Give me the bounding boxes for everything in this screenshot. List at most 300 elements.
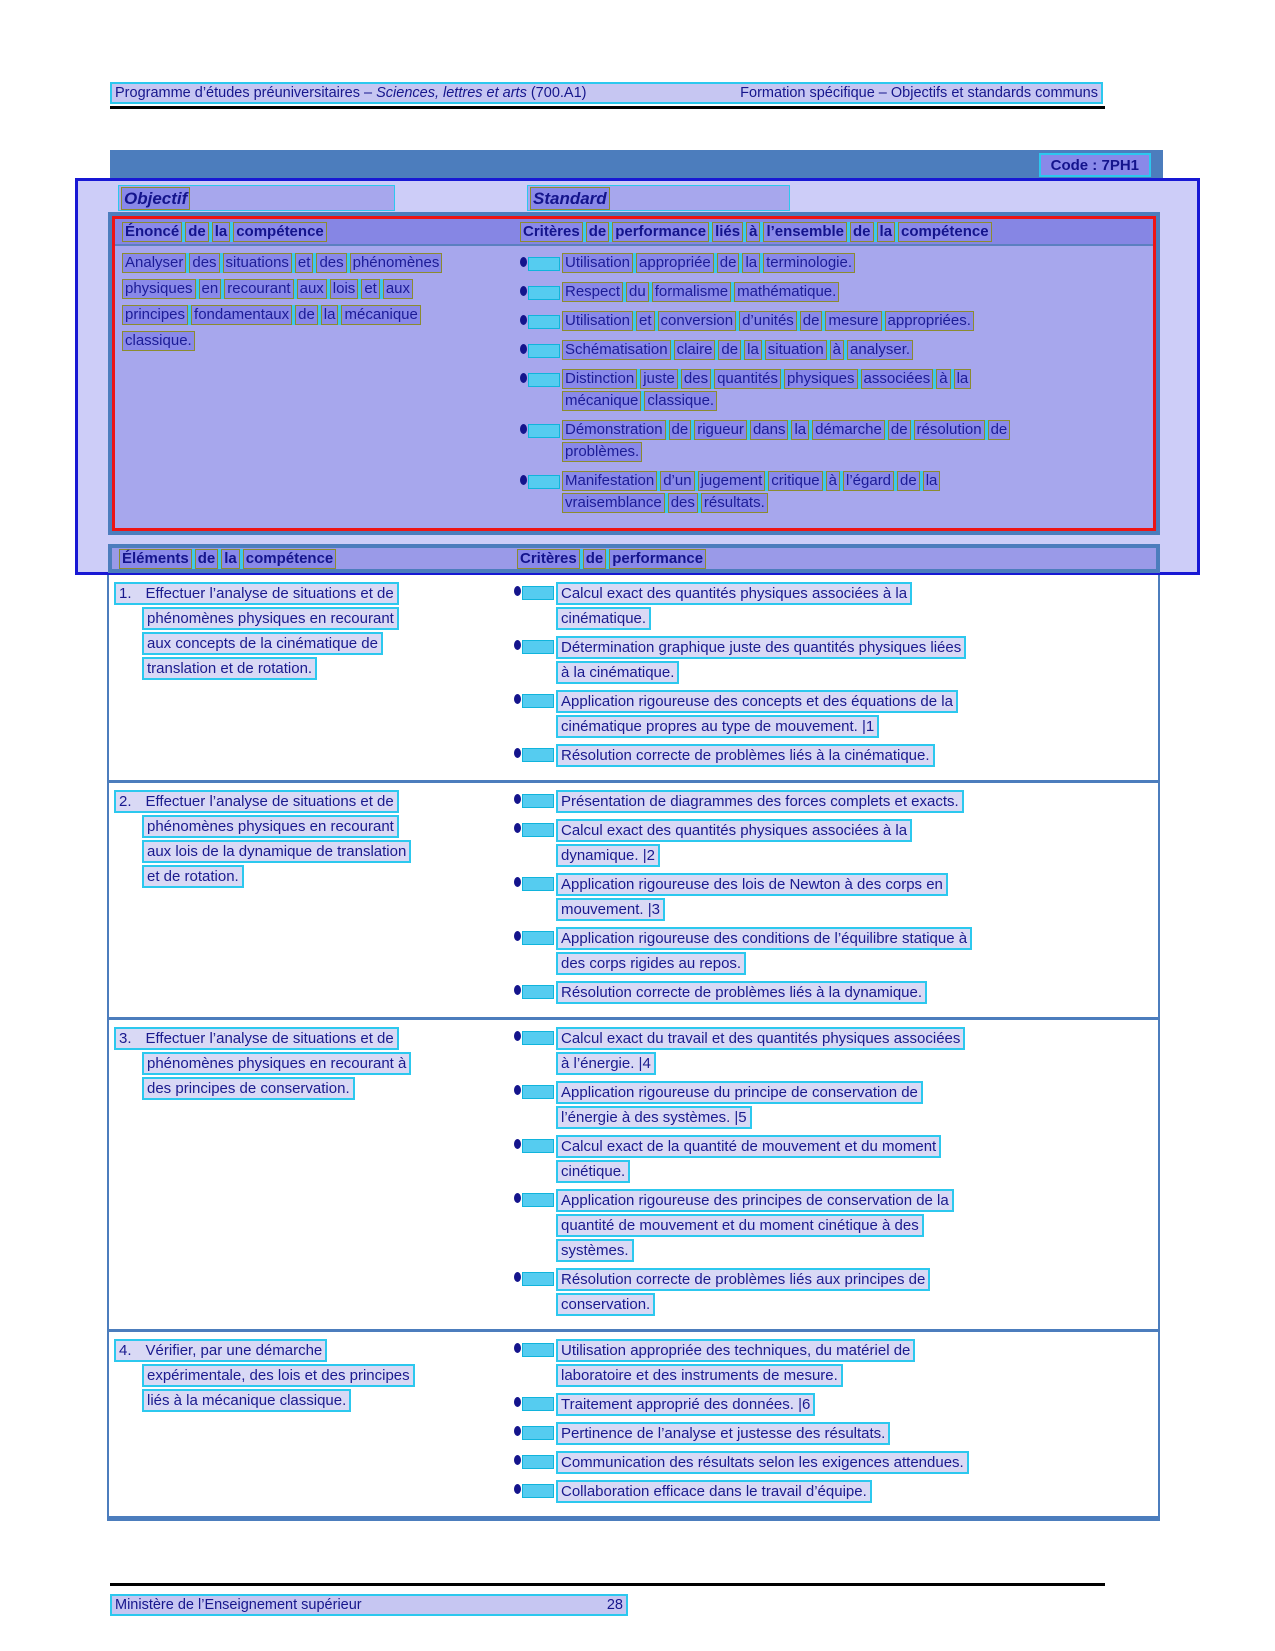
criterion-item — [514, 927, 1158, 977]
criterion-line: Calcul exact de la quantité de mouvement et du moment — [556, 1135, 941, 1158]
word-box: et — [636, 311, 655, 331]
bullet-dot-icon — [514, 1426, 521, 1436]
criteria-cell — [514, 582, 1158, 773]
criterion-line: Application rigoureuse des lois de Newton à des corps en — [556, 873, 948, 896]
word-box: démarche — [812, 420, 885, 440]
footer-ministry-text: Ministère de l’Enseignement supérieur — [115, 1597, 362, 1613]
element-line: des principes de conservation. — [142, 1077, 355, 1100]
bullet-highlight-band — [528, 286, 560, 300]
word-box: la — [742, 253, 760, 273]
word-box: classique. — [644, 391, 717, 411]
word-box: critique — [768, 471, 822, 491]
word-box: appropriées. — [885, 311, 974, 331]
header-rule — [110, 106, 1105, 109]
bullet-highlight-band — [522, 748, 554, 762]
bullet-highlight-band — [522, 985, 554, 999]
criterion-item — [514, 1081, 1158, 1131]
criterion-line — [562, 282, 839, 302]
criterion-item — [520, 340, 1153, 362]
word-box: Distinction — [562, 369, 637, 389]
word-box: phénomènes — [350, 253, 443, 273]
word-box: de — [717, 253, 740, 273]
word-box: de — [185, 222, 209, 242]
criterion-lines — [562, 282, 839, 304]
word-box: et — [361, 279, 380, 299]
table-row — [109, 1020, 1158, 1332]
bullet-marker — [514, 819, 556, 869]
criterion-item — [520, 282, 1153, 304]
bullet-marker — [514, 744, 556, 769]
bullet-marker — [514, 690, 556, 740]
bullet-dot-icon — [514, 794, 521, 804]
criterion-lines — [556, 582, 912, 632]
criterion-line — [562, 442, 642, 462]
criterion-line — [562, 340, 913, 360]
bullet-dot-icon — [514, 586, 521, 596]
bullet-highlight-band — [522, 1343, 554, 1357]
word-box: compétence — [898, 222, 992, 242]
element-line-wrap — [114, 815, 514, 840]
criterion-lines — [562, 253, 855, 275]
criterion-lines — [562, 311, 974, 333]
bullet-highlight-band — [522, 1193, 554, 1207]
element-line-wrap — [114, 1339, 514, 1364]
bullet-marker — [520, 471, 562, 515]
criterion-line: Communication des résultats selon les exigences attendues. — [556, 1451, 969, 1474]
word-box: en — [199, 279, 222, 299]
bullet-marker — [514, 636, 556, 686]
element-line-wrap — [114, 607, 514, 632]
word-box: la — [221, 549, 240, 569]
element-number: 1. — [119, 585, 132, 602]
criteria-cell — [514, 1339, 1158, 1509]
element-cell — [109, 790, 514, 1010]
word-box: résolution — [914, 420, 985, 440]
element-number: 4. — [119, 1342, 132, 1359]
bullet-dot-icon — [520, 475, 527, 485]
element-line: phénomènes physiques en recourant à — [142, 1052, 411, 1075]
elements-col2-header — [517, 549, 706, 569]
bullet-highlight-band — [522, 877, 554, 891]
course-code-badge: Code : 7PH1 — [1039, 153, 1151, 177]
criterion-lines — [556, 1135, 941, 1185]
word-box: résultats. — [701, 493, 768, 513]
criterion-line: Résolution correcte de problèmes liés à la dynamique. — [556, 981, 927, 1004]
criterion-line: Présentation de diagrammes des forces complets et exacts. — [556, 790, 964, 813]
criterion-item — [514, 636, 1158, 686]
word-box: compétence — [233, 222, 327, 242]
element-line: 4. Vérifier, par une démarche — [114, 1339, 327, 1362]
criterion-line: Application rigoureuse du principe de conservation de — [556, 1081, 923, 1104]
word-box: principes — [122, 305, 188, 325]
element-line: phénomènes physiques en recourant — [142, 607, 399, 630]
word-box: de — [800, 311, 823, 331]
elements-header-row — [108, 544, 1160, 573]
element-line: expérimentale, des lois et des principes — [142, 1364, 415, 1387]
word-box: de — [897, 471, 920, 491]
word-box: aux — [383, 279, 413, 299]
bullet-marker — [514, 1189, 556, 1264]
word-box: des — [668, 493, 698, 513]
word-box: de — [718, 340, 741, 360]
word-box: Manifestation — [562, 471, 657, 491]
word-box: mesure — [825, 311, 881, 331]
word-box: conversion — [658, 311, 737, 331]
criterion-line — [562, 253, 855, 273]
bullet-marker — [520, 253, 562, 275]
bullet-dot-icon — [514, 694, 521, 704]
criterion-item — [520, 369, 1153, 413]
word-box: physiques — [784, 369, 858, 389]
bullet-dot-icon — [514, 823, 521, 833]
enonce-col2-header — [520, 222, 992, 242]
criterion-item — [514, 1422, 1158, 1447]
enonce-header-row — [115, 219, 1153, 246]
criterion-item — [514, 1027, 1158, 1077]
word-box: la — [877, 222, 896, 242]
bullet-marker — [514, 790, 556, 815]
word-box: recourant — [224, 279, 293, 299]
criterion-line: systèmes. — [556, 1239, 634, 1262]
word-box: Standard — [530, 187, 610, 210]
header-left-text: Programme d’études préuniversitaires – Sciences, lettres et arts (700.A1) — [115, 85, 587, 101]
word-box: quantités — [714, 369, 781, 389]
criterion-lines — [556, 981, 927, 1006]
word-box: juste — [640, 369, 678, 389]
word-box: mécanique — [562, 391, 641, 411]
element-line: translation et de rotation. — [142, 657, 317, 680]
word-box: claire — [674, 340, 716, 360]
word-box: l’ensemble — [763, 222, 847, 242]
element-cell — [109, 1027, 514, 1322]
criterion-lines — [556, 1268, 930, 1318]
header-program-title: Sciences, lettres et arts — [376, 85, 527, 101]
bullet-dot-icon — [514, 1484, 521, 1494]
word-box: associées — [861, 369, 934, 389]
red-highlight-frame — [112, 216, 1156, 531]
criterion-line: Application rigoureuse des principes de conservation de la — [556, 1189, 954, 1212]
bullet-marker — [514, 981, 556, 1006]
criterion-line: cinétique. — [556, 1160, 630, 1183]
criterion-lines — [556, 819, 912, 869]
word-box: aux — [297, 279, 327, 299]
bullet-dot-icon — [514, 877, 521, 887]
criterion-lines — [562, 340, 913, 362]
criterion-line: des corps rigides au repos. — [556, 952, 746, 975]
criterion-line: Application rigoureuse des concepts et des équations de la — [556, 690, 958, 713]
element-line-wrap — [114, 865, 514, 890]
word-box: Démonstration — [562, 420, 666, 440]
criterion-line: Traitement approprié des données. |6 — [556, 1393, 815, 1416]
element-line-wrap — [114, 657, 514, 682]
bullet-dot-icon — [514, 985, 521, 995]
enonce-body — [115, 246, 1153, 528]
criterion-line: à l’énergie. |4 — [556, 1052, 656, 1075]
criterion-lines — [556, 1081, 923, 1131]
word-box: performance — [609, 549, 706, 569]
word-box: rigueur — [694, 420, 747, 440]
statement-line — [122, 279, 413, 299]
bullet-marker — [514, 1393, 556, 1418]
statement-line — [122, 331, 195, 351]
word-box: de — [850, 222, 874, 242]
criterion-line — [562, 391, 717, 411]
word-box: à — [826, 471, 840, 491]
bullet-highlight-band — [528, 475, 560, 489]
global-performance-criteria — [520, 253, 1153, 522]
criterion-item — [514, 582, 1158, 632]
criterion-line: Utilisation appropriée des techniques, du matériel de — [556, 1339, 915, 1362]
criterion-line: Détermination graphique juste des quantités physiques liées — [556, 636, 966, 659]
standard-heading — [530, 187, 610, 210]
objectif-heading — [121, 187, 190, 210]
word-box: Respect — [562, 282, 623, 302]
bullet-highlight-band — [528, 257, 560, 271]
bullet-highlight-band — [522, 586, 554, 600]
element-line-wrap — [114, 582, 514, 607]
word-box: Éléments — [119, 549, 192, 569]
bullet-highlight-band — [522, 1085, 554, 1099]
criterion-item — [514, 1451, 1158, 1476]
bullet-marker — [514, 1422, 556, 1447]
bullet-marker — [514, 1480, 556, 1505]
criterion-line — [562, 420, 1010, 440]
element-line-wrap — [114, 1364, 514, 1389]
elements-table — [107, 575, 1160, 1521]
criterion-lines — [556, 1339, 915, 1389]
criterion-line: l’énergie à des systèmes. |5 — [556, 1106, 752, 1129]
criterion-lines — [562, 369, 971, 413]
word-box: de — [669, 420, 692, 440]
criterion-item — [514, 790, 1158, 815]
element-line: aux concepts de la cinématique de — [142, 632, 383, 655]
criterion-item — [514, 1135, 1158, 1185]
word-box: physiques — [122, 279, 196, 299]
criterion-item — [514, 1189, 1158, 1264]
word-box: compétence — [243, 549, 337, 569]
word-box: Schématisation — [562, 340, 671, 360]
word-box: situation — [765, 340, 827, 360]
criterion-line — [562, 369, 971, 389]
bullet-marker — [514, 1268, 556, 1318]
element-line-wrap — [114, 1389, 514, 1414]
element-line: 2. Effectuer l’analyse de situations et de — [114, 790, 399, 813]
criterion-line: mouvement. |3 — [556, 898, 665, 921]
word-box: la — [744, 340, 762, 360]
bullet-dot-icon — [520, 257, 527, 267]
word-box: Critères — [517, 549, 580, 569]
word-box: dans — [750, 420, 789, 440]
word-box: mathématique. — [734, 282, 839, 302]
bullet-highlight-band — [522, 1455, 554, 1469]
bullet-marker — [520, 420, 562, 464]
criterion-lines — [556, 690, 958, 740]
criterion-lines — [556, 636, 966, 686]
criterion-item — [514, 819, 1158, 869]
criterion-lines — [556, 1451, 969, 1476]
statement-line — [122, 305, 421, 325]
enonce-col1-header — [122, 222, 327, 242]
criterion-line — [562, 493, 768, 513]
element-line: 3. Effectuer l’analyse de situations et de — [114, 1027, 399, 1050]
bullet-highlight-band — [522, 1272, 554, 1286]
bullet-highlight-band — [522, 1426, 554, 1440]
objectif-heading-band — [118, 185, 395, 211]
word-box: à — [830, 340, 844, 360]
bullet-marker — [520, 311, 562, 333]
bullet-marker — [514, 582, 556, 632]
word-box: Critères — [520, 222, 583, 242]
criterion-line: Calcul exact du travail et des quantités physiques associées — [556, 1027, 965, 1050]
criterion-lines — [562, 420, 1010, 464]
element-line: liés à la mécanique classique. — [142, 1389, 351, 1412]
bullet-marker — [514, 1339, 556, 1389]
word-box: analyser. — [847, 340, 913, 360]
statement-line — [122, 253, 442, 273]
word-box: classique. — [122, 331, 195, 351]
word-box: Analyser — [122, 253, 186, 273]
criterion-line — [562, 311, 974, 331]
criterion-item — [514, 1393, 1158, 1418]
element-number: 3. — [119, 1030, 132, 1047]
bullet-dot-icon — [514, 1272, 521, 1282]
word-box: Utilisation — [562, 311, 633, 331]
criterion-lines — [556, 1422, 890, 1447]
criterion-line: conservation. — [556, 1293, 655, 1316]
element-line-wrap — [114, 1052, 514, 1077]
word-box: Énoncé — [122, 222, 182, 242]
word-box: la — [954, 369, 972, 389]
bullet-dot-icon — [514, 1139, 521, 1149]
element-cell — [109, 582, 514, 773]
criterion-line: Calcul exact des quantités physiques associées à la — [556, 582, 912, 605]
word-box: d’un — [660, 471, 694, 491]
table-row — [109, 783, 1158, 1020]
word-box: jugement — [698, 471, 766, 491]
enonce-table — [108, 212, 1160, 535]
bullet-marker — [514, 1135, 556, 1185]
word-box: Objectif — [121, 187, 190, 210]
bullet-dot-icon — [514, 1343, 521, 1353]
bullet-dot-icon — [520, 344, 527, 354]
bullet-marker — [514, 927, 556, 977]
criterion-lines — [556, 1027, 965, 1077]
bullet-highlight-band — [522, 1484, 554, 1498]
bullet-highlight-band — [522, 640, 554, 654]
table-row — [109, 1332, 1158, 1516]
element-line: et de rotation. — [142, 865, 244, 888]
criterion-line: Résolution correcte de problèmes liés aux principes de — [556, 1268, 930, 1291]
word-box: l’égard — [843, 471, 894, 491]
title-banner — [110, 150, 1163, 178]
footer-rule — [110, 1583, 1105, 1586]
criterion-line: cinématique. — [556, 607, 651, 630]
criterion-item — [514, 981, 1158, 1006]
criterion-item — [514, 1268, 1158, 1318]
word-box: des — [189, 253, 219, 273]
criterion-line: Application rigoureuse des conditions de l’équilibre statique à — [556, 927, 972, 950]
bullet-dot-icon — [514, 1031, 521, 1041]
word-box: la — [791, 420, 809, 440]
word-box: et — [295, 253, 314, 273]
elements-col1-header — [119, 549, 336, 569]
bullet-highlight-band — [522, 794, 554, 808]
word-box: performance — [612, 222, 709, 242]
bullet-dot-icon — [514, 931, 521, 941]
bullet-dot-icon — [520, 424, 527, 434]
bullet-highlight-band — [528, 424, 560, 438]
word-box: mécanique — [341, 305, 420, 325]
word-box: à — [746, 222, 760, 242]
bullet-dot-icon — [520, 286, 527, 296]
word-box: de — [583, 549, 607, 569]
criterion-line — [562, 471, 940, 491]
criterion-line: Calcul exact des quantités physiques associées à la — [556, 819, 912, 842]
bullet-dot-icon — [514, 640, 521, 650]
bullet-marker — [520, 369, 562, 413]
word-box: des — [681, 369, 711, 389]
word-box: liés — [712, 222, 743, 242]
criterion-item — [520, 471, 1153, 515]
header-right-text: Formation spécifique – Objectifs et standards communs — [740, 85, 1098, 101]
bullet-highlight-band — [522, 823, 554, 837]
bullet-dot-icon — [520, 373, 527, 383]
bullet-dot-icon — [514, 1085, 521, 1095]
bullet-highlight-band — [528, 315, 560, 329]
criterion-line: laboratoire et des instruments de mesure. — [556, 1364, 843, 1387]
criterion-line: à la cinématique. — [556, 661, 679, 684]
element-line-wrap — [114, 1077, 514, 1102]
bullet-dot-icon — [514, 1397, 521, 1407]
criterion-item — [514, 1339, 1158, 1389]
criterion-lines — [556, 1480, 872, 1505]
bullet-marker — [520, 282, 562, 304]
word-box: appropriée — [636, 253, 714, 273]
criterion-item — [514, 873, 1158, 923]
word-box: de — [295, 305, 318, 325]
word-box: Utilisation — [562, 253, 633, 273]
word-box: la — [923, 471, 941, 491]
element-cell — [109, 1339, 514, 1509]
bullet-highlight-band — [522, 1397, 554, 1411]
criterion-item — [514, 1480, 1158, 1505]
element-line-wrap — [114, 632, 514, 657]
criterion-lines — [556, 790, 964, 815]
bullet-highlight-band — [528, 344, 560, 358]
bullet-marker — [514, 1081, 556, 1131]
bullet-highlight-band — [522, 931, 554, 945]
criterion-item — [520, 311, 1153, 333]
criterion-lines — [556, 1189, 954, 1264]
bullet-highlight-band — [522, 694, 554, 708]
word-box: formalisme — [652, 282, 731, 302]
word-box: des — [316, 253, 346, 273]
element-line: 1. Effectuer l’analyse de situations et de — [114, 582, 399, 605]
word-box: du — [626, 282, 649, 302]
criteria-cell — [514, 790, 1158, 1010]
word-box: terminologie. — [763, 253, 855, 273]
standard-heading-band — [527, 185, 790, 211]
criterion-line: Collaboration efficace dans le travail d’équipe. — [556, 1480, 872, 1503]
bullet-marker — [514, 873, 556, 923]
word-box: à — [936, 369, 950, 389]
criterion-item — [514, 690, 1158, 740]
element-number: 2. — [119, 793, 132, 810]
bullet-dot-icon — [514, 748, 521, 758]
word-box: de — [988, 420, 1011, 440]
criterion-item — [514, 744, 1158, 769]
criterion-line: cinématique propres au type de mouvement. |1 — [556, 715, 879, 738]
